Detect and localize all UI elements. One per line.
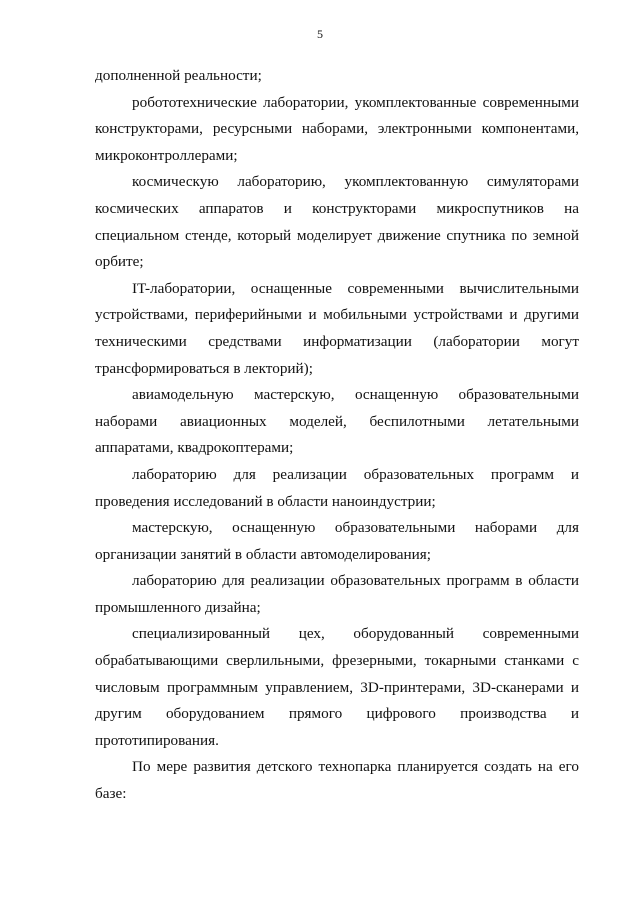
body-text [95,63,579,808]
paragraph: По мере развития детского технопарка планируется создать на его базе: [95,758,579,803]
paragraph: авиамодельную мастерскую, оснащенную образовательными наборами авиационных моделей, беспилотными летательными аппаратами, квадрокоптерами; [95,386,579,457]
page-number: 5 [317,27,323,41]
paragraph: специализированный цех, оборудованный современными обрабатывающими сверлильными, фрезерными, токарными станками с числовым программным управлением, 3D-принтерами, 3D-сканерами и другим оборудованием прямого цифрового производства и прототипирования. [95,625,579,749]
paragraph: космическую лабораторию, укомплектованную симуляторами космических аппаратов и конструкторами микроспутников на специальном стенде, который моделирует движение спутника по земной орбите; [95,173,579,271]
paragraph: IT-лаборатории, оснащенные современными вычислительными устройствами, периферийными и мобильными устройствами и другими техническими средствами информатизации (лаборатории могут трансформироваться в лекторий); [95,279,579,377]
paragraph: дополненной реальности; [95,67,262,84]
paragraph: лабораторию для реализации образовательных программ в области промышленного дизайна; [95,572,579,616]
paragraph: робототехнические лаборатории, укомплектованные современными конструкторами, ресурсными наборами, электронными компонентами, микроконтроллерами; [95,93,579,164]
paragraph: мастерскую, оснащенную образовательными наборами для организации занятий в области автомоделирования; [95,519,579,563]
paragraph: лабораторию для реализации образовательных программ и проведения исследований в области наноиндустрии; [95,465,579,510]
